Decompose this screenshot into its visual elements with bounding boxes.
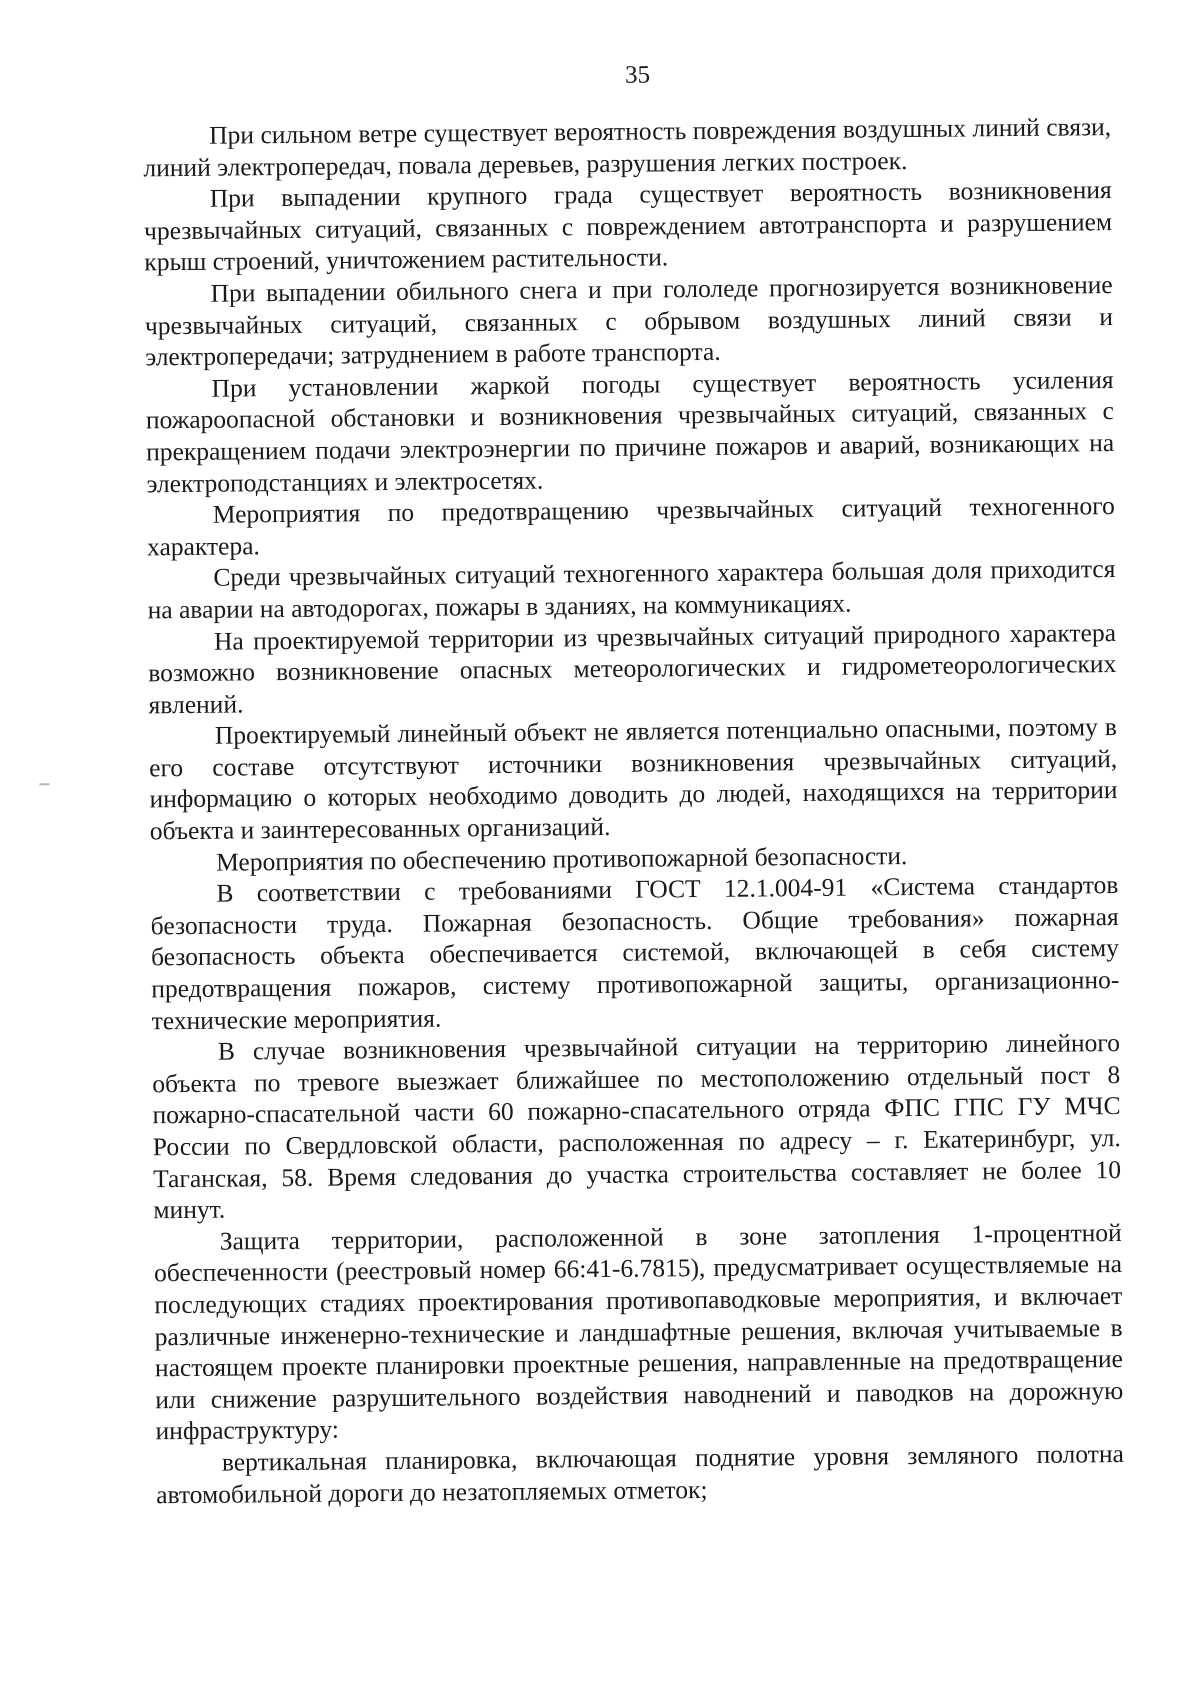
list-item-vertical-planning: вертикальная планировка, включающая поднятие уровня земляного полотна автомобильной дороги до незатопляемых отметок;: [156, 1438, 1124, 1509]
section-heading-technogenic: Мероприятия по предотвращению чрезвычайных ситуаций техногенного характера.: [146, 491, 1115, 562]
paragraph-hail: При выпадении крупного града существует вероятность возникновения чрезвычайных ситуаций, связанных с повреждением автотранспорта и разрушением крыш строений, уничтожением растительности.: [143, 175, 1113, 277]
page-number: 35: [624, 61, 651, 89]
paragraph-technogenic-share: Среди чрезвычайных ситуаций техногенного характера большая доля приходится на аварии на автодорогах, пожары в зданиях, на коммуникациях.: [147, 554, 1116, 625]
paragraph-natural-hazards: На проектируемой территории из чрезвычайных ситуаций природного характера возможно возникновение опасных метеорологических и гидрометеорологических явлений.: [148, 617, 1117, 720]
paragraph-snow-ice: При выпадении обильного снега и при гололеде прогнозируется возникновение чрезвычайных ситуаций, связанных с обрывом воздушных линий связи и электропередачи; затруднением в работе транспорта.: [144, 270, 1114, 372]
paragraph-strong-wind: При сильном ветре существует вероятность повреждения воздушных линий связи, линий электропередач, повала деревьев, разрушения легких построек.: [143, 112, 1112, 182]
document-body: [143, 111, 1124, 1510]
paragraph-fire-response: В случае возникновения чрезвычайной ситуации на территорию линейного объекта по тревоге выезжает ближайшее по местоположению отдельный пост 8 пожарно-спасательной части 60 пожарно-спасательного отряда ФПС ГПС ГУ МЧС России по Свердловской области, расположенная по адресу – г. Екатеринбург, ул. Таганская, 58. Время следования до участка строительства составляет не более 10 минут.: [152, 1028, 1122, 1225]
paragraph-hot-weather: При установлении жаркой погоды существует вероятность усиления пожароопасной обстановки и возникновения чрезвычайных ситуаций, связанных с прекращением подачи электроэнергии по причине пожаров и аварий, возникающих на электроподстанциях и электросетях.: [145, 364, 1115, 498]
paragraph-linear-object: Проектируемый линейный объект не является потенциально опасными, поэтому в его составе отсутствуют источники возникновения чрезвычайных ситуаций, информацию о которых необходимо доводить до людей, находящихся на территории объекта и заинтересованных организаций.: [149, 712, 1118, 846]
paragraph-flood-protection: Защита территории, расположенной в зоне затопления 1-процентной обеспеченности (реестровый номер 66:41-6.7815), предусматривает осуществляемые на последующих стадиях проектирования противопаводковые мероприятия, и включает различные инженерно-технические и ландшафтные решения, включая учитываемые в настоящем проекте планировки проектные решения, направленные на предотвращение или снижение разрушительного воздействия наводнений и паводков на дорожную инфраструктуру:: [153, 1217, 1124, 1446]
section-heading-fire-safety: Мероприятия по обеспечению противопожарной безопасности.: [215, 840, 908, 877]
scan-margin-mark: [39, 783, 49, 785]
paragraph-gost: В соответствии с требованиями ГОСТ 12.1.004-91 «Система стандартов безопасности труда. Пожарная безопасность. Общие требования» пожарная безопасность объекта обеспечивается системой, включающей в себя систему предотвращения пожаров, систему противопожарной защиты, организационно-технические мероприятия.: [150, 870, 1120, 1035]
